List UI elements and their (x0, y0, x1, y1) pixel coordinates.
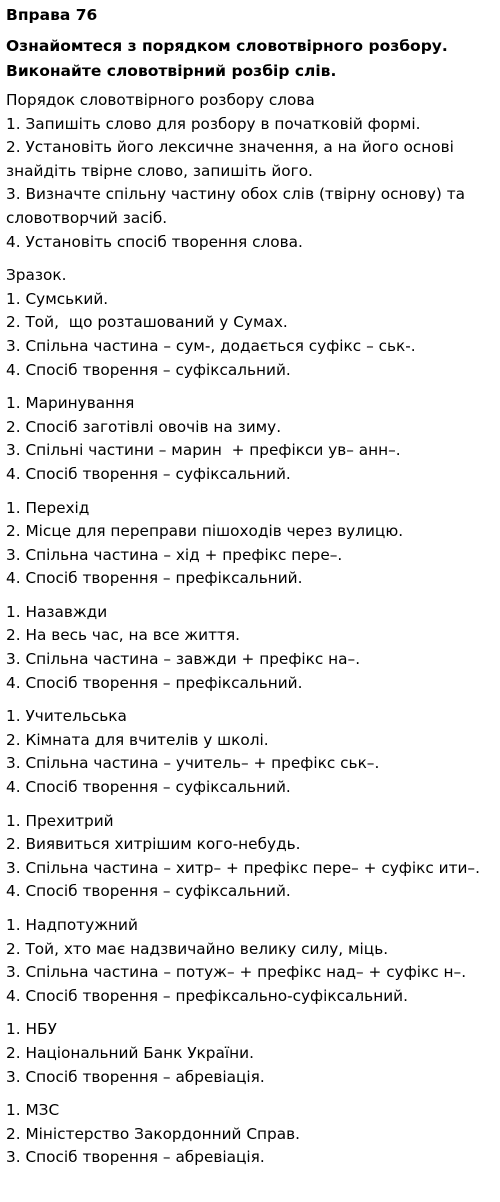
sample-line: 3. Спільна частина – сум-, додається суфікс – ськ-. (6, 336, 416, 355)
example-line: 2. Спосіб заготівлі овочів на зиму. (6, 417, 282, 436)
example-block-perekhid (6, 497, 494, 591)
example-block-nbu (6, 1018, 494, 1089)
parsing-order-step: 4. Установіть спосіб творення слова. (6, 232, 303, 251)
example-block-mzs (6, 1099, 494, 1170)
example-line: 3. Спільна частина – хитр– + префікс пере– + суфікс ити–. (6, 858, 480, 877)
task-instruction: Ознайомтеся з порядком словотвірного розбору. Виконайте словотвірний розбір слів. (6, 37, 448, 80)
example-line: 1. МЗС (6, 1101, 60, 1120)
example-line: 2. Національний Банк України. (6, 1043, 254, 1062)
exercise-title: Вправа 76 (6, 6, 98, 24)
parsing-order-section (6, 89, 494, 254)
example-line: 1. Прехитрий (6, 811, 114, 830)
parsing-order-step: 1. Запишіть слово для розбору в початковій формі. (6, 114, 421, 133)
example-block-prekhytryi (6, 810, 494, 904)
example-line: 1. Перехід (6, 498, 90, 517)
example-line: 2. Той, хто має надзвичайно велику силу, міць. (6, 939, 389, 958)
example-line: 3. Спільні частини – марин + префікси ув– анн–. (6, 441, 401, 460)
example-line: 4. Спосіб творення – суфіксальний. (6, 882, 291, 901)
example-line: 4. Спосіб творення – префіксальний. (6, 569, 303, 588)
example-block-maryнування (6, 392, 494, 486)
example-line: 2. Виявиться хитрішим кого-небудь. (6, 835, 301, 854)
example-line: 2. Міністерство Закордонний Справ. (6, 1124, 300, 1143)
example-line: 3. Спільна частина – учитель– + префікс ськ–. (6, 754, 380, 773)
example-line: 4. Спосіб творення – суфіксальний. (6, 464, 291, 483)
parsing-order-step: 2. Установіть його лексичне значення, а на його основі знайдіть твірне слово, запишіть його. (6, 138, 459, 180)
sample-section (6, 264, 494, 382)
example-line: 1. Учительська (6, 707, 127, 726)
example-line: 1. НБУ (6, 1020, 57, 1039)
example-line: 1. Надпотужний (6, 916, 138, 934)
example-line: 3. Спільна частина – хід + префікс пере–. (6, 545, 343, 564)
example-line: 2. Місце для переправи пішоходів через вулицю. (6, 522, 404, 541)
example-block-nazavzhdy (6, 601, 494, 695)
example-block-uchytelska (6, 705, 494, 799)
example-line: 3. Спільна частина – потуж– + префікс над– + суфікс н–. (6, 963, 467, 982)
example-line: 4. Спосіб творення – суфіксальний. (6, 778, 291, 797)
example-line: 4. Спосіб творення – префіксальний. (6, 673, 303, 692)
example-line: 1. Назавжди (6, 602, 108, 621)
parsing-order-heading: Порядок словотвірного розбору слова (6, 91, 315, 109)
example-line: 2. На весь час, на все життя. (6, 626, 241, 645)
sample-line: 2. Той, що розташований у Сумах. (6, 313, 288, 332)
example-line: 3. Спосіб творення – абревіація. (6, 1148, 265, 1167)
example-line: 2. Кімната для вчителів у школі. (6, 730, 269, 749)
parsing-order-step: 3. Визначте спільну частину обох слів (твірну основу) та словотворчий засіб. (6, 185, 470, 227)
sample-heading: Зразок. (6, 266, 67, 285)
example-line: 1. Маринування (6, 394, 135, 413)
example-line: 4. Спосіб творення – префіксально-суфіксальний. (6, 986, 408, 1005)
example-block-nadpotuzhnyi (6, 914, 494, 1008)
sample-line: 4. Спосіб творення – суфіксальний. (6, 360, 291, 379)
example-line: 3. Спосіб творення – абревіація. (6, 1067, 265, 1086)
example-line: 3. Спільна частина – завжди + префікс на–. (6, 650, 361, 669)
sample-line: 1. Сумський. (6, 289, 109, 308)
